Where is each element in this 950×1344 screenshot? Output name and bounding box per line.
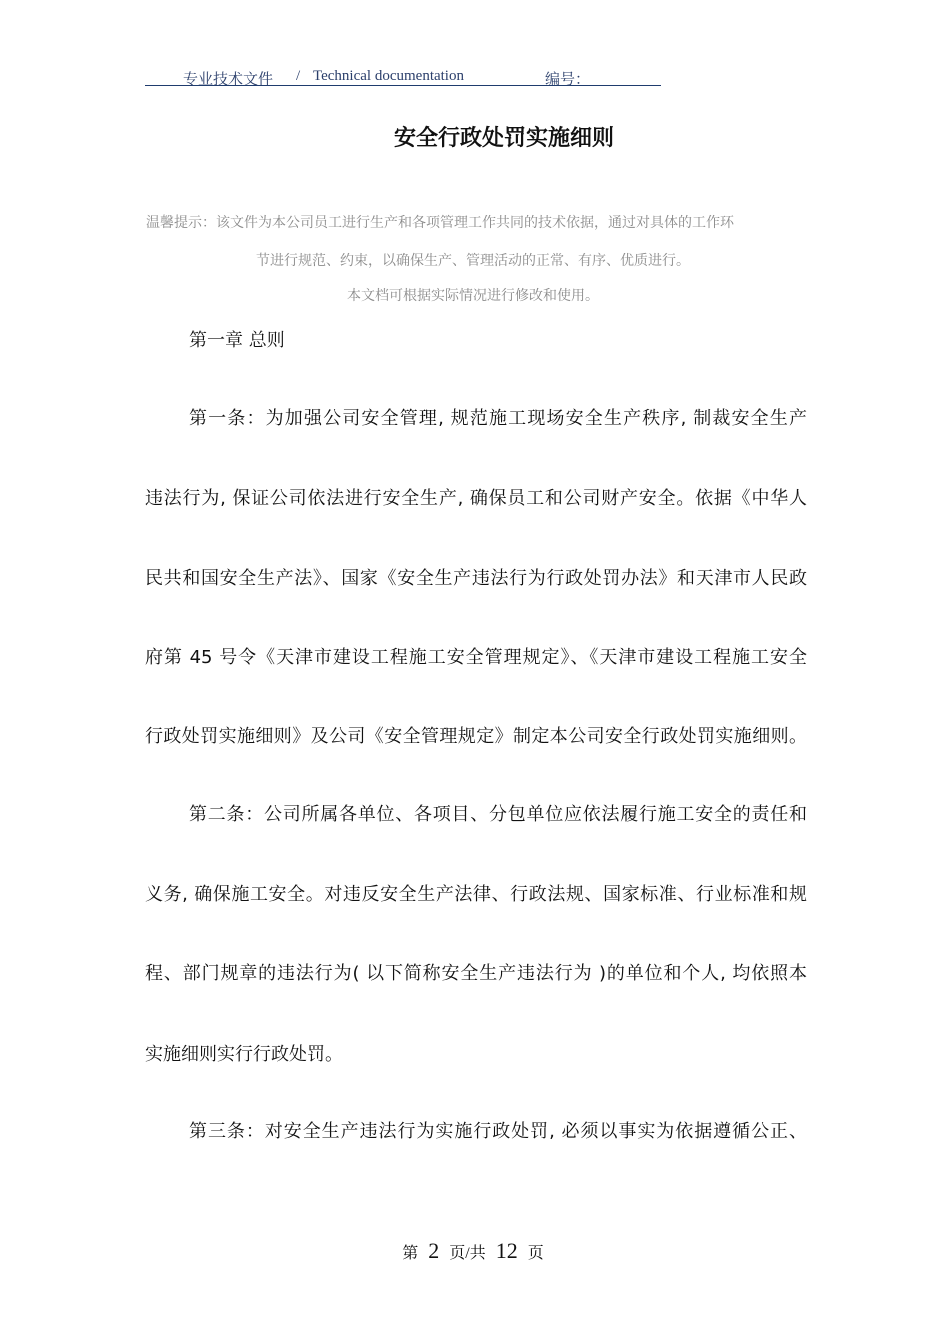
chapter-heading: 第一章 总则 bbox=[189, 330, 285, 351]
article-2-line-4: 实施细则实行行政处罚。 bbox=[145, 1044, 343, 1065]
header-category-en: Technical documentation bbox=[313, 68, 464, 84]
header-separator: / bbox=[296, 68, 301, 84]
article-1-line-4: 府第 45 号令《天津市建设工程施工安全管理规定》、《天津市建设工程施工安全 bbox=[145, 647, 807, 668]
article-2-line-2: 义务, 确保施工安全。对违反安全生产法律、行政法规、国家标准、行业标准和规 bbox=[145, 884, 807, 905]
document-header bbox=[145, 66, 661, 86]
current-page-number: 2 bbox=[428, 1238, 440, 1263]
article-3-line-1: 第三条：对安全生产违法行为实施行政处罚, 必须以事实为依据遵循公正、 bbox=[189, 1121, 807, 1142]
article-1-line-1: 第一条：为加强公司安全管理, 规范施工现场安全生产秩序, 制裁安全生产 bbox=[189, 408, 807, 429]
footer-suffix: 页 bbox=[527, 1245, 544, 1262]
header-number-label: 编号： bbox=[545, 72, 591, 88]
footer-prefix: 第 bbox=[402, 1245, 419, 1262]
notice-line-3: 本文档可根据实际情况进行修改和使用。 bbox=[347, 288, 599, 304]
page-footer bbox=[0, 1238, 946, 1264]
article-1-line-5: 行政处罚实施细则》及公司《安全管理规定》制定本公司安全行政处罚实施细则。 bbox=[145, 726, 807, 747]
footer-middle: 页/共 bbox=[449, 1245, 486, 1262]
document-title: 安全行政处罚实施细则 bbox=[393, 126, 614, 151]
notice-line-2: 节进行规范、约束，以确保生产、管理活动的正常、有序、优质进行。 bbox=[256, 253, 690, 269]
article-2-line-3: 程、部门规章的违法行为( 以下简称安全生产违法行为 )的单位和个人, 均依照本 bbox=[145, 963, 807, 984]
total-pages-number: 12 bbox=[495, 1238, 518, 1263]
article-1-line-2: 违法行为, 保证公司依法进行安全生产, 确保员工和公司财产安全。依据《中华人 bbox=[145, 488, 807, 509]
header-category: 专业技术文件 bbox=[183, 72, 274, 88]
article-2-line-1: 第二条：公司所属各单位、各项目、分包单位应依法履行施工安全的责任和 bbox=[189, 804, 807, 825]
article-1-line-3: 民共和国安全生产法》、国家《安全生产违法行为行政处罚办法》和天津市人民政 bbox=[145, 568, 807, 589]
notice-line-1: 温馨提示：该文件为本公司员工进行生产和各项管理工作共同的技术依据，通过对具体的工作环 bbox=[146, 215, 734, 231]
